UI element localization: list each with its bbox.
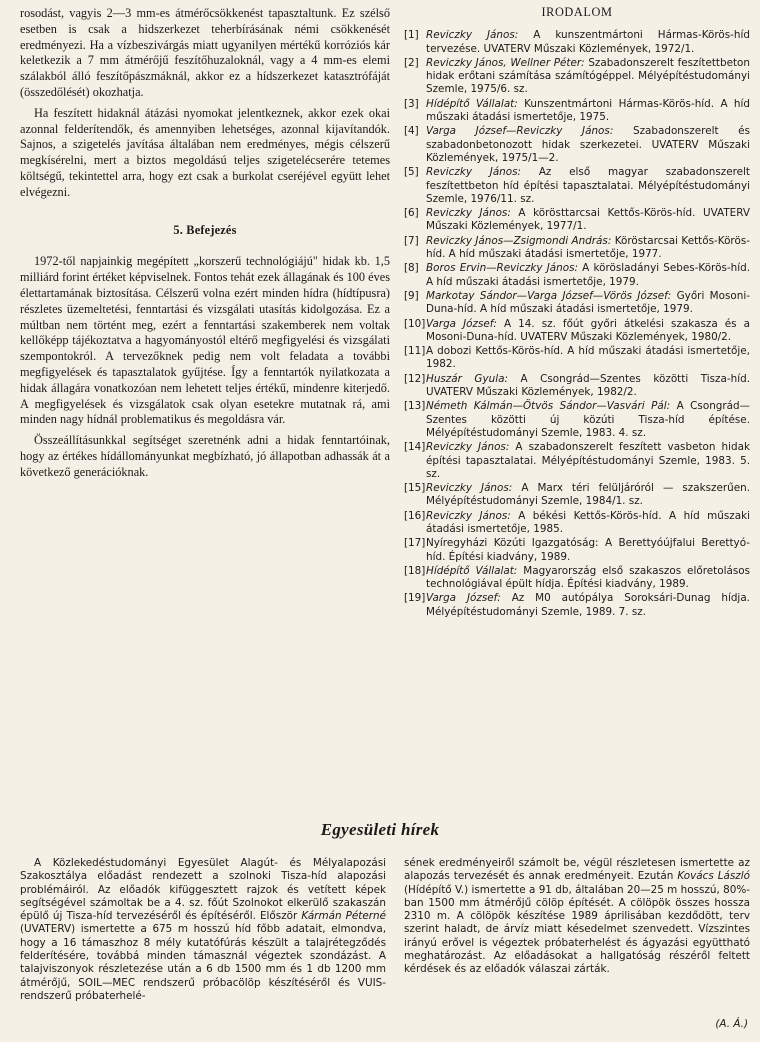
reference-number: [3] bbox=[404, 97, 419, 110]
reference-item bbox=[404, 400, 750, 440]
reference-item bbox=[404, 98, 750, 125]
reference-text bbox=[426, 29, 750, 56]
reference-title: A körösttarcsai Kettős-Körös-híd. UVATERV Műszaki Közlemények, 1977/1. bbox=[426, 207, 750, 233]
paragraph-conclusion: 1972-től napjainkig megépített „korszerű technológiájú" hidak kb. 1,5 milliárd forint értéket képviselnek. Fontos tehát ezek állagának és 100 éves élettartamának biztosítása. Célszerű volna ezért minden hídra (hídtípusra) részletes üzemeltetési, fenntartási és vizsgálati utasítás kidolgozása. Ez a múltban nem történt meg, ezért a fenntartási szakemberek nem voltak kellőképp tájékoztatva a hagyományostól eltérő megfigyelési és vizsgálati szempontokról. A tervezőknek pedig nem volt feladata a további megfigyelések és tapasztalatok gyűjtése. Így a fenntartók nyilatkozata a hidak állagára vonatkozóan nem lehetett teljes értékű, mindenre kiterjedő. A megfigyelések és vizsgálatok csak olyan esetekre mutatnak rá, ami minden nagy hídnál problematikus és megoldásra vár. bbox=[20, 254, 390, 427]
reference-item bbox=[404, 262, 750, 289]
reference-title: Győri Mosoni-Duna-híd. A híd műszaki átadási ismertetője, 1979. bbox=[426, 289, 750, 316]
reference-author: Varga József: bbox=[426, 317, 497, 330]
reference-number: [13] bbox=[404, 400, 426, 413]
reference-number: [7] bbox=[404, 234, 419, 247]
reference-author: Boros Ervin—Reviczky János: bbox=[426, 262, 578, 275]
reference-number: [14] bbox=[404, 441, 426, 454]
reference-item bbox=[404, 373, 750, 400]
reference-title: A Csongrád—Szentes közötti új közúti Tisza-híd építése. Mélyépítéstudományi Szemle, 1983. 4. sz. bbox=[426, 400, 750, 439]
reference-number: [6] bbox=[404, 207, 419, 220]
reference-number: [4] bbox=[404, 125, 419, 138]
reference-author: Huszár Gyula: bbox=[426, 372, 508, 385]
reference-text bbox=[426, 262, 750, 289]
reference-text bbox=[426, 592, 750, 619]
reference-title: A dobozi Kettős-Körös-híd. A híd műszaki átadási ismertetője, 1982. bbox=[426, 345, 750, 371]
reference-number: [9] bbox=[404, 289, 419, 302]
news-paragraph-left: A Közlekedéstudományi Egyesület Alagút- és Mélyalapozási Szakosztálya előadást rendezett a szolnoki Tisza-híd alapozási problémáiról. Az előadók kifüggesztett rajzok és vetített képek segítségével számoltak be a 4. sz. főút Szolnokot elkerülő szakaszán épülő új Tisza-híd tervezéséről és építéséről. Először Kármán Péterné (UVATERV) ismertette a 675 m hosszú híd főbb adatait, elmondva, hogy a 16 támaszhoz 8 mély kutatófúrás készült a talajrétegződés felderítésére, továbbá minden támasznál végeztek szondázást. A talajviszonyok részletezése után a 6 db 1500 mm és 1 db 1200 mm átmérőjű, SOIL—MEC rendszerű próbacölöp készítéséről és VUIS-rendszerű próbaterhelé- bbox=[20, 857, 386, 1002]
reference-item bbox=[404, 318, 750, 345]
reference-item bbox=[404, 125, 750, 165]
reference-author: Reviczky János: bbox=[426, 29, 519, 42]
reference-text bbox=[426, 565, 750, 592]
reference-author: Varga József—Reviczky János: bbox=[426, 125, 614, 138]
reference-text bbox=[426, 207, 750, 234]
reference-author: Németh Kálmán—Ötvös Sándor—Vasvári Pál: bbox=[426, 400, 671, 413]
reference-number: [19] bbox=[404, 592, 426, 605]
reference-item bbox=[404, 290, 750, 317]
reference-author: Reviczky János: bbox=[426, 166, 522, 179]
reference-item bbox=[404, 510, 750, 537]
reference-title: A 14. sz. főút győri átkelési szakasza és a Mosoni-Duna-híd. UVATERV Műszaki Közlemények, 1980/2. bbox=[426, 317, 750, 343]
reference-title: Nyíregyházi Közúti Igazgatóság: A Berettyóújfalui Berettyó-híd. Építési kiadvány, 1989. bbox=[426, 537, 750, 563]
reference-text bbox=[426, 441, 750, 481]
reference-number: [16] bbox=[404, 509, 426, 522]
news-left-column bbox=[20, 857, 386, 1003]
references-column bbox=[404, 6, 750, 620]
reference-text bbox=[426, 98, 750, 125]
reference-title: Magyarország első szakaszos előretolásos technológiával épült hídja. Építési kiadvány, 1989. bbox=[426, 564, 751, 591]
speaker-name: Kármán Péterné bbox=[301, 910, 386, 923]
reference-author: Hídépítő Vállalat: bbox=[426, 97, 518, 110]
references-title: IRODALOM bbox=[541, 5, 613, 19]
section-heading-conclusion: 5. Befejezés bbox=[173, 222, 237, 237]
reference-text bbox=[426, 290, 750, 317]
reference-item bbox=[404, 57, 750, 97]
news-paragraph-right: sének eredményeiről számolt be, végül részletesen ismertette az alapozás tervezését és annak eredményeit. Ezután Kovács László (Hídépítő V.) ismertette a 91 db, általában 20—25 m hosszú, 80%-ban 1500 mm átmérőjű cölöp építését. A cölöpök összes hossza 2310 m. A cölöpök készítése 1989 áprilisában kezdődött, terv szerint haladt, de árvíz miatt késedelmet szenvedett. Vízszintes irányú erővel is végeztek próbaterhelést és ágyazási együttható meghatározást. Az előadásokat a hallgatóság részéről feltett kérdések és az előadók válaszai zárták. bbox=[404, 857, 751, 976]
reference-item bbox=[404, 482, 750, 509]
paragraph-leak-repair: Ha feszített hidaknál átázási nyomokat jelentkeznek, akkor ezek okai azonnal felderítendők, és amennyiben lehetséges, azonnal kijavítandók. Sajnos, a szigetelés javítása általában nem eredményes, mégis célszerű megkísérelni, mert a biztos megoldású teljes szigetelécserére tetemes költségű, tekintettel arra, hogy ezt csak a burkolat cseréjével együtt lehet elvégezni. bbox=[20, 105, 390, 199]
reference-text bbox=[426, 510, 750, 537]
reference-number: [8] bbox=[404, 262, 419, 275]
reference-title: A békési Kettős-Körös-híd. A híd műszaki átadási ismertetője, 1985. bbox=[426, 509, 750, 535]
reference-text bbox=[426, 373, 750, 400]
reference-number: [1] bbox=[404, 29, 419, 42]
reference-text bbox=[426, 482, 750, 509]
reference-title: Köröstarcsai Kettős-Körös-híd. A híd műszaki átadási ismertetője, 1977. bbox=[426, 234, 750, 261]
paragraph-corrosion: rosodást, vagyis 2—3 mm-es átmérőcsökkenést tapasztaltunk. Ez szélső esetben is csak a hidszerkezet teherbírásának némi csökkenését eredményezi. Ha a vízbeszivárgás miatt ugyanilyen mértékű korróziós kár keletkezik a 7 mm átmérőjű feszítőhuzaloknál, vagy a 4 mm-es elemi szálakból álló feszítőpászmáknál, akkor ez a hídszerkezet katasztrófáját (összedőlését) okozhatja. bbox=[20, 6, 390, 99]
reference-number: [12] bbox=[404, 372, 426, 385]
reference-author: Reviczky János: bbox=[426, 482, 513, 495]
reference-text bbox=[426, 125, 750, 165]
reference-number: [2] bbox=[404, 56, 419, 69]
reference-item bbox=[404, 592, 750, 619]
reference-item bbox=[404, 166, 750, 206]
left-column bbox=[20, 6, 390, 481]
reference-author: Reviczky János: bbox=[426, 441, 510, 454]
reference-title: A kunszentmártoni Hármas-Körös-híd tervezése. UVATERV Műszaki Közlemények, 1972/1. bbox=[426, 29, 750, 55]
reference-number: [15] bbox=[404, 482, 426, 495]
reference-title: A Marx téri felüljáróról — szakszerűen. Mélyépítéstudományi Szemle, 1984/1. sz. bbox=[426, 482, 751, 508]
reference-title: Az első magyar szabadonszerelt feszítettbeton híd építési tapasztalatai. Mélyépítéstudományi Szemle, 1976/11. sz. bbox=[426, 166, 750, 205]
references-list bbox=[404, 29, 750, 619]
reference-item bbox=[404, 207, 750, 234]
reference-author: Reviczky János—Zsigmondi András: bbox=[426, 234, 612, 247]
reference-author: Markotay Sándor—Varga József—Vörös József: bbox=[426, 289, 672, 302]
reference-text bbox=[426, 400, 750, 440]
reference-number: [17] bbox=[404, 537, 426, 550]
reference-number: [18] bbox=[404, 564, 426, 577]
reference-author: Varga József: bbox=[426, 592, 501, 605]
reference-item bbox=[404, 235, 750, 262]
reference-title: Az M0 autópálya Soroksári-Dunag hídja. Mélyépítéstudományi Szemle, 1989. 7. sz. bbox=[426, 592, 750, 618]
reference-title: A körösladányi Sebes-Körös-híd. A híd műszaki átadási ismertetője, 1979. bbox=[426, 262, 750, 288]
paragraph-closing: Összeállításunkkal segítséget szeretnénk adni a hidak fenntartóinak, hogy az értékes hídállományunkat megbízható, jó állapotban adhassák át a következő generációknak. bbox=[20, 433, 390, 479]
reference-number: [10] bbox=[404, 317, 426, 330]
reference-item bbox=[404, 345, 750, 372]
news-signature: (A. Á.) bbox=[715, 1018, 748, 1030]
news-right-column bbox=[404, 857, 750, 977]
reference-title: A szabadonszerelt feszített vasbeton hidak építési tapasztalatai. Mélyépítéstudományi Szemle, 1983. 5. sz. bbox=[426, 441, 750, 480]
reference-text bbox=[426, 235, 750, 262]
reference-text bbox=[426, 57, 750, 97]
reference-text bbox=[426, 345, 750, 372]
speaker-name: Kovács László bbox=[677, 870, 751, 883]
reference-item bbox=[404, 537, 750, 564]
reference-item bbox=[404, 29, 750, 56]
reference-author: Reviczky János: bbox=[426, 509, 511, 522]
reference-author: Hídépítő Vállalat: bbox=[426, 564, 518, 577]
reference-text bbox=[426, 166, 750, 206]
reference-number: [5] bbox=[404, 166, 419, 179]
reference-author: Reviczky János: bbox=[426, 207, 511, 220]
reference-title: Kunszentmártoni Hármas-Körös-híd. A híd műszaki átadási ismertetője, 1975. bbox=[426, 97, 751, 124]
reference-item bbox=[404, 441, 750, 481]
reference-number: [11] bbox=[404, 345, 426, 358]
reference-item bbox=[404, 565, 750, 592]
reference-text bbox=[426, 318, 750, 345]
reference-title: Szabadonszerelt és szabadonbetonozott hidak szerkezetei. UVATERV Műszaki Közlemények, 1975/1—2. bbox=[426, 125, 750, 164]
reference-title: A Csongrád—Szentes közötti Tisza-híd. UVATERV Műszaki Közlemények, 1982/2. bbox=[426, 372, 750, 399]
news-title: Egyesületi hírek bbox=[320, 820, 440, 839]
reference-author: Reviczky János, Wellner Péter: bbox=[426, 56, 585, 69]
reference-text bbox=[426, 537, 750, 564]
reference-title: Szabadonszerelt feszítettbeton hidak erőtani számítása számítógéppel. Mélyépítéstudományi Szemle, 1975/6. sz. bbox=[426, 56, 751, 96]
